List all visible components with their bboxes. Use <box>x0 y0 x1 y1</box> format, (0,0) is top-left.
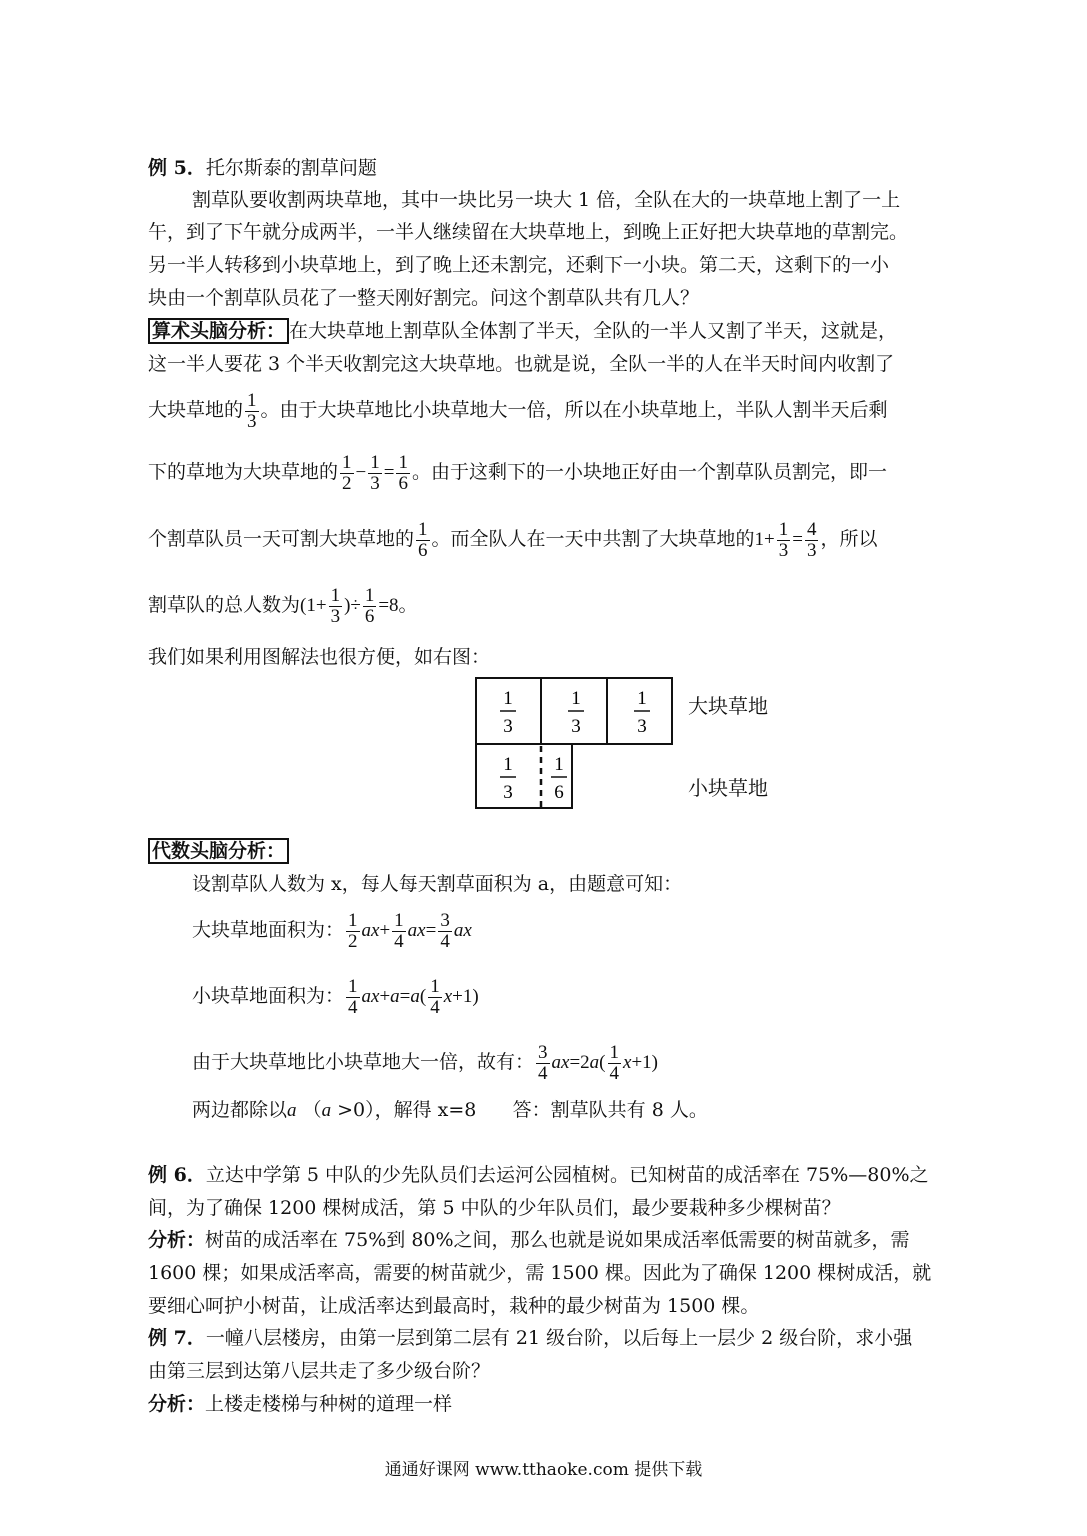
alg-text-2: 大块草地面积为： <box>192 919 345 941</box>
svg-text:1: 1 <box>503 754 513 775</box>
alg-text-5a: 两边都除以 <box>192 1099 288 1121</box>
arith-line-2: 这一半人要花 3 个半天收割完这大块草地。也就是说，全队一半的人在半天时间内收割了 <box>148 353 895 375</box>
example-5-line-2: 午，到了下午就分成两半，一半人继续留在大块草地上，到晚上正好把大块草地的草割完。 <box>148 221 909 243</box>
small-field-fraction-third <box>500 754 516 803</box>
example-6-analysis-3: 要细心呵护小树苗，让成活率达到最高时，栽种的最少树苗为 1500 棵。 <box>148 1295 760 1317</box>
arith-line-3 <box>148 388 888 432</box>
equation-relation: $\frac{3}{4}$ ax=2a( $\frac{1}{4}$ x+1) <box>538 1042 658 1085</box>
arith-line-6 <box>148 583 418 628</box>
grass-diagram <box>470 674 690 814</box>
arith-text-1: 在大块草地上割草队全体割了半天，全队的一半人又割了半天，这就是， <box>289 320 898 342</box>
arith-text-4a: 下的草地为大块草地的 <box>148 461 339 483</box>
alg-text-5b: （ <box>302 1099 322 1121</box>
arith-line-1 <box>148 318 897 344</box>
example-6-analysis-1 <box>148 1228 910 1252</box>
svg-text:3: 3 <box>637 716 647 737</box>
alg-line-5: 两边都除以a （a >0），解得 x=8 答：割草队共有 8 人。 <box>192 1099 708 1121</box>
svg-text:1: 1 <box>571 688 581 709</box>
example-5-head: 例 5． <box>148 157 206 179</box>
big-field-label: 大块草地 <box>688 694 768 718</box>
example-6-analysis-head: 分析： <box>148 1229 206 1251</box>
example-6-analysis-2: 1600 棵；如果成活率高，需要的树苗就少，需 1500 棵。因此为了确保 1200 棵树成活，就 <box>148 1262 932 1284</box>
example-5-title-line <box>148 156 377 180</box>
big-field-fraction-1 <box>500 688 516 737</box>
arith-text-5b: 。而全队人在一天中共割了大块草地的 <box>431 528 755 550</box>
alg-line-4 <box>192 1040 658 1085</box>
example-5-title: 托尔斯泰的割草问题 <box>205 157 377 179</box>
arith-text-6a: 割草队的总人数为 <box>148 594 301 616</box>
alg-text-3: 小块草地面积为： <box>192 985 345 1007</box>
example-7-text-1: 一幢八层楼房，由第一层到第二层有 21 级台阶，以后每上一层少 2 级台阶，求小强 <box>205 1327 913 1349</box>
arith-text-3a: 大块草地的 <box>148 399 244 421</box>
arith-line-5 <box>148 517 877 562</box>
arith-line-7: 我们如果利用图解法也很方便，如右图： <box>148 646 491 668</box>
svg-text:1: 1 <box>503 688 513 709</box>
alg-answer: 答：割草队共有 8 人。 <box>512 1099 708 1121</box>
svg-text:1: 1 <box>637 688 647 709</box>
equation-one-plus-third: 1+ $\frac{1}{3}$ = $\frac{4}{3}$ <box>754 519 817 562</box>
alg-line-2 <box>192 908 472 953</box>
equation-total: (1+ $\frac{1}{3}$ )÷ $\frac{1}{6}$ =8 <box>300 585 399 628</box>
equation-big-area: $\frac{1}{2}$ ax+ $\frac{1}{4}$ ax= $\frac{3}{4}$ ax <box>348 910 472 953</box>
example-6-text-1: 立达中学第 5 中队的少先队员们去运河公园植树。已知树苗的成活率在 75%—80%之 <box>205 1164 929 1186</box>
svg-text:1: 1 <box>554 754 564 775</box>
small-field-fraction-sixth <box>551 754 567 803</box>
big-field-fraction-3 <box>634 688 650 737</box>
alg-line-1: 设割草队人数为 x，每人每天割草面积为 a，由题意可知： <box>192 873 683 895</box>
small-field-label: 小块草地 <box>688 776 768 800</box>
svg-text:6: 6 <box>554 782 564 803</box>
arith-text-6b: 。 <box>398 594 418 616</box>
alg-line-3 <box>192 974 479 1019</box>
alg-text-5c: >0），解得 x=8 <box>337 1099 477 1121</box>
example-7-analysis <box>148 1392 452 1416</box>
big-field-fraction-2 <box>568 688 584 737</box>
example-7-line-2: 由第三层到达第八层共走了多少级台阶？ <box>148 1360 491 1382</box>
example-7-head: 例 7． <box>148 1327 206 1349</box>
alg-text-4: 由于大块草地比小块草地大一倍，故有： <box>192 1051 535 1073</box>
example-7-line-1 <box>148 1326 912 1350</box>
equation-half-minus-third: $\frac{1}{2}$ − $\frac{1}{3}$ = $\frac{1}{6}$ <box>342 452 408 495</box>
arith-label: 算术头脑分析： <box>148 318 289 344</box>
equation-small-area: $\frac{1}{4}$ ax+a=a( $\frac{1}{4}$ x+1) <box>348 976 479 1019</box>
example-7-analysis-text: 上楼走楼梯与种树的道理一样 <box>205 1393 453 1415</box>
page-footer: 通通好课网 www.tthaoke.com 提供下载 <box>384 1460 703 1480</box>
alg-label-line <box>148 838 289 864</box>
example-6-analysis-text-1: 树苗的成活率在 75%到 80%之间，那么也就是说如果成活率低需要的树苗就多，需 <box>205 1229 910 1251</box>
svg-text:3: 3 <box>571 716 581 737</box>
arith-text-4b: 。由于这剩下的一小块地正好由一个割草队员割完，即一 <box>411 461 887 483</box>
svg-text:3: 3 <box>503 782 513 803</box>
example-6-line-2: 间，为了确保 1200 棵树成活，第 5 中队的少年队员们，最少要栽种多少棵树苗？ <box>148 1197 841 1219</box>
example-5-line-1: 割草队要收割两块草地，其中一块比另一块大 1 倍，全队在大的一块草地上割了一上 <box>192 189 901 211</box>
fraction-one-third: $\frac{1}{3}$ <box>247 389 257 432</box>
fraction-one-sixth: $\frac{1}{6}$ <box>418 518 428 561</box>
example-6-head: 例 6． <box>148 1164 206 1186</box>
alg-label: 代数头脑分析： <box>148 838 289 864</box>
svg-text:3: 3 <box>503 716 513 737</box>
example-5-line-3: 另一半人转移到小块草地上，到了晚上还未割完，还剩下一小块。第二天，这剩下的一小 <box>148 254 890 276</box>
arith-text-5a: 个割草队员一天可割大块草地的 <box>148 528 415 550</box>
example-7-analysis-head: 分析： <box>148 1393 206 1415</box>
arith-text-3b: 。由于大块草地比小块草地大一倍，所以在小块草地上，半队人割半天后剩 <box>260 399 888 421</box>
arith-text-5c: ，所以 <box>820 528 878 550</box>
arith-line-4 <box>148 450 887 495</box>
example-6-line-1 <box>148 1163 929 1187</box>
example-5-line-4: 块由一个割草队员花了一整天刚好割完。问这个割草队共有几人？ <box>148 287 700 309</box>
